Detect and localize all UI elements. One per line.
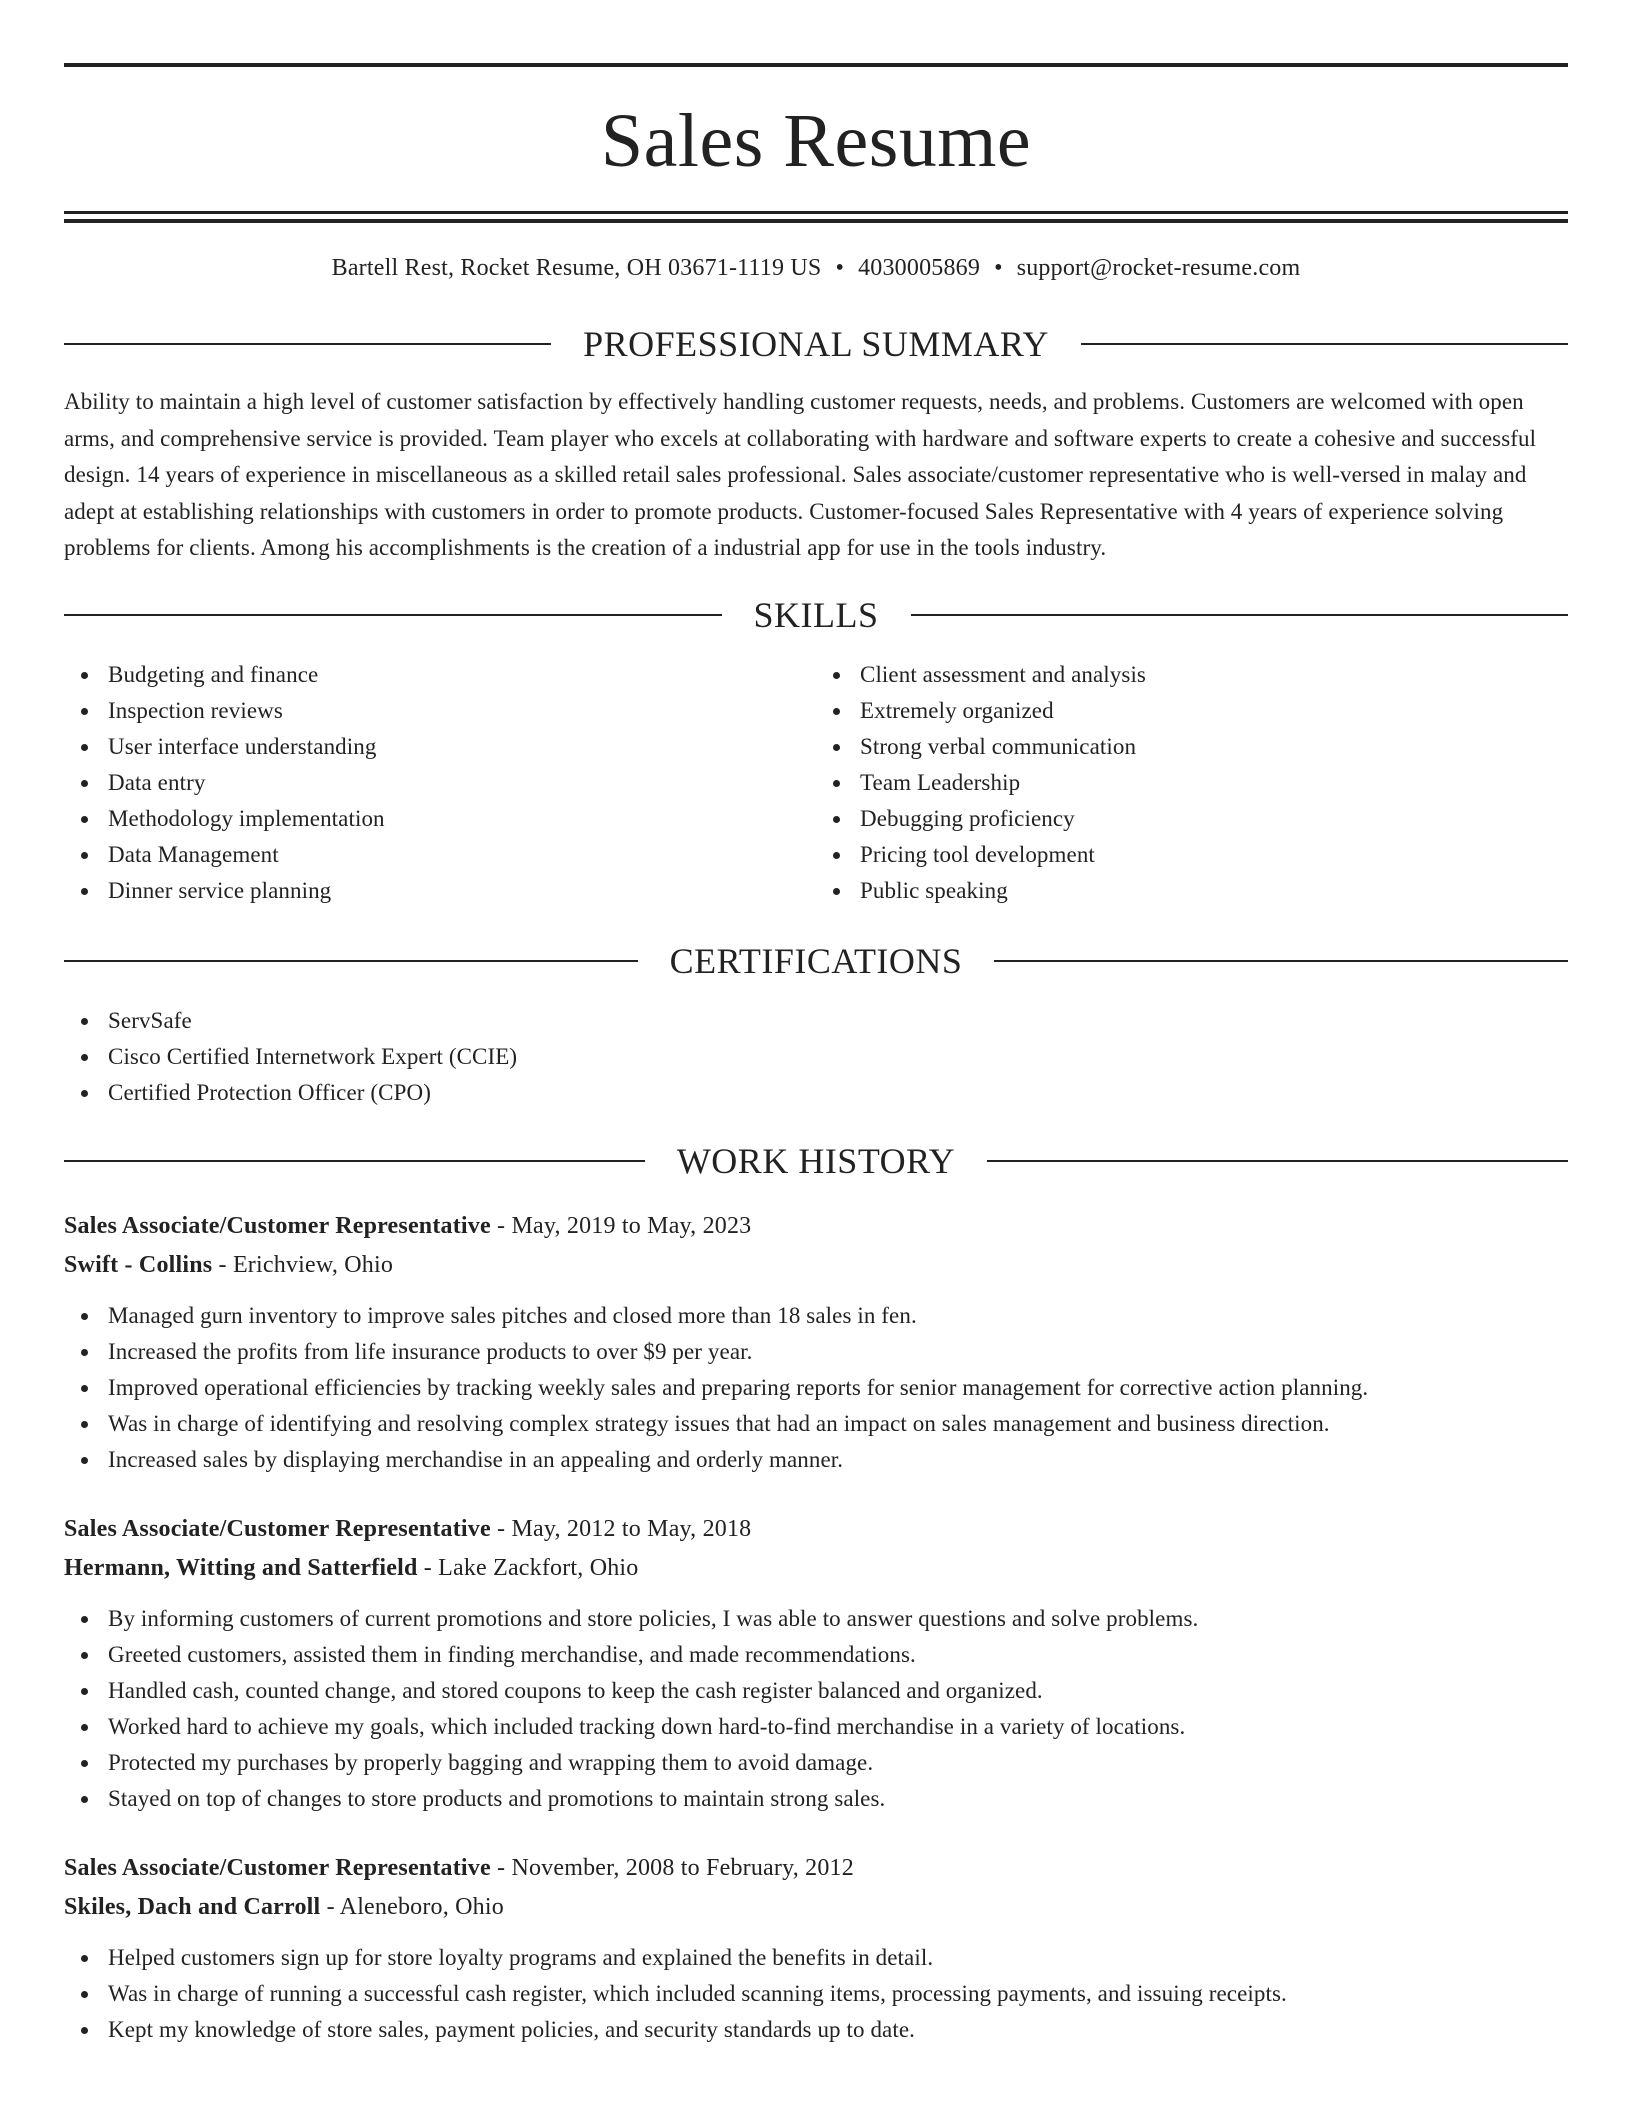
heading-rule-left	[64, 614, 722, 616]
work-history-heading	[64, 1141, 1568, 1181]
certification-item: ServSafe	[64, 1003, 1568, 1039]
job-entry	[64, 1207, 1568, 1478]
resume-page	[64, 63, 1568, 2048]
job-bullets	[64, 1601, 1568, 1817]
skill-item: Dinner service planning	[64, 873, 816, 909]
job-entry	[64, 1510, 1568, 1817]
job-bullet: Increased the profits from life insurance products to over $9 per year.	[64, 1334, 1568, 1370]
job-bullet: Stayed on top of changes to store products and promotions to maintain strong sales.	[64, 1781, 1568, 1817]
skills-columns	[64, 657, 1568, 909]
job-title-line	[64, 1207, 1568, 1246]
skill-item: Strong verbal communication	[816, 729, 1568, 765]
title-double-rule	[64, 211, 1568, 223]
job-bullet: By informing customers of current promotions and store policies, I was able to answer questions and solve problems.	[64, 1601, 1568, 1637]
certification-item: Cisco Certified Internetwork Expert (CCIE)	[64, 1039, 1568, 1075]
contact-line	[64, 254, 1568, 282]
job-title: Sales Associate/Customer Representative	[64, 1212, 491, 1239]
heading-rule-left	[64, 343, 551, 345]
job-entry	[64, 1849, 1568, 2048]
summary-heading-label: PROFESSIONAL SUMMARY	[583, 324, 1049, 364]
job-bullet: Managed gurn inventory to improve sales pitches and closed more than 18 sales in fen.	[64, 1298, 1568, 1334]
heading-rule-right	[987, 1160, 1568, 1162]
job-location: - Lake Zackfort, Ohio	[417, 1554, 639, 1581]
job-bullet: Handled cash, counted change, and stored coupons to keep the cash register balanced and organized.	[64, 1673, 1568, 1709]
skill-item: User interface understanding	[64, 729, 816, 765]
job-bullet: Kept my knowledge of store sales, payment policies, and security standards up to date.	[64, 2012, 1568, 2048]
contact-email: support@rocket-resume.com	[1016, 255, 1301, 281]
job-bullet: Was in charge of running a successful cash register, which included scanning items, processing payments, and issuing receipts.	[64, 1976, 1568, 2012]
summary-heading	[64, 324, 1568, 364]
skill-item: Debugging proficiency	[816, 801, 1568, 837]
title-rule-lower	[64, 219, 1568, 223]
job-bullet: Improved operational efficiencies by tracking weekly sales and preparing reports for senior management for corrective action planning.	[64, 1370, 1568, 1406]
job-bullet: Increased sales by displaying merchandise in an appealing and orderly manner.	[64, 1442, 1568, 1478]
skill-item: Inspection reviews	[64, 693, 816, 729]
certifications-heading-label: CERTIFICATIONS	[669, 940, 963, 981]
contact-phone: 4030005869	[858, 255, 981, 281]
job-bullet: Helped customers sign up for store loyalty programs and explained the benefits in detail.	[64, 1940, 1568, 1976]
heading-rule-right	[994, 960, 1568, 962]
contact-address: Bartell Rest, Rocket Resume, OH 03671-1119 US	[331, 255, 822, 281]
job-bullet: Was in charge of identifying and resolving complex strategy issues that had an impact on sales management and business direction.	[64, 1406, 1568, 1442]
job-company: Hermann, Witting and Satterfield	[64, 1554, 418, 1581]
skill-item: Methodology implementation	[64, 801, 816, 837]
skill-item: Pricing tool development	[816, 837, 1568, 873]
job-location: - Erichview, Ohio	[212, 1251, 394, 1278]
contact-separator: •	[994, 255, 1003, 281]
skills-heading	[64, 595, 1568, 635]
job-bullet: Greeted customers, assisted them in finding merchandise, and made recommendations.	[64, 1637, 1568, 1673]
skill-item: Public speaking	[816, 873, 1568, 909]
summary-text: Ability to maintain a high level of customer satisfaction by effectively handling customer requests, needs, and problems. Customers are welcomed with open arms, and comprehensive service is provided. Team player who excels at collaborating with hardware and software experts to create a cohesive and successful design. 14 years of experience in miscellaneous as a skilled retail sales professional. Sales associate/customer representative who is well-versed in malay and adept at establishing relationships with customers in order to promote products. Customer-focused Sales Representative with 4 years of experience solving problems for clients. Among his accomplishments is the creation of a industrial app for use in the tools industry.	[64, 389, 1537, 560]
skills-heading-label: SKILLS	[753, 594, 879, 635]
job-title: Sales Associate/Customer Representative	[64, 1515, 491, 1542]
heading-rule-left	[64, 960, 638, 962]
job-dates: - November, 2008 to February, 2012	[490, 1854, 854, 1881]
job-dates: - May, 2019 to May, 2023	[490, 1212, 752, 1239]
job-company-line	[64, 1888, 1568, 1927]
certification-item: Certified Protection Officer (CPO)	[64, 1075, 1568, 1111]
work-history-heading-label: WORK HISTORY	[676, 1140, 956, 1181]
job-bullets	[64, 1940, 1568, 2048]
job-title: Sales Associate/Customer Representative	[64, 1854, 491, 1881]
skill-item: Budgeting and finance	[64, 657, 816, 693]
skill-item: Data Management	[64, 837, 816, 873]
heading-rule-right	[1081, 343, 1568, 345]
job-company-line	[64, 1549, 1568, 1588]
job-company-line	[64, 1246, 1568, 1285]
job-company: Skiles, Dach and Carroll	[64, 1893, 321, 1920]
skill-item: Client assessment and analysis	[816, 657, 1568, 693]
skill-item: Data entry	[64, 765, 816, 801]
job-bullet: Protected my purchases by properly bagging and wrapping them to avoid damage.	[64, 1745, 1568, 1781]
job-company: Swift - Collins	[64, 1251, 213, 1278]
job-dates: - May, 2012 to May, 2018	[490, 1515, 752, 1542]
skills-list-left	[64, 657, 816, 909]
job-title-line	[64, 1510, 1568, 1549]
page-title: Sales Resume	[600, 99, 1032, 183]
heading-rule-left	[64, 1160, 645, 1162]
certifications-heading	[64, 941, 1568, 981]
job-location: - Aleneboro, Ohio	[320, 1893, 504, 1920]
certifications-list	[64, 1003, 1568, 1111]
contact-separator: •	[835, 255, 845, 281]
skill-item: Team Leadership	[816, 765, 1568, 801]
skills-list-right	[816, 657, 1568, 909]
title-rule-upper	[64, 211, 1568, 214]
job-bullet: Worked hard to achieve my goals, which included tracking down hard-to-find merchandise in a variety of locations.	[64, 1709, 1568, 1745]
top-rule	[64, 63, 1568, 67]
heading-rule-right	[911, 614, 1569, 616]
skill-item: Extremely organized	[816, 693, 1568, 729]
job-bullets	[64, 1298, 1568, 1478]
job-title-line	[64, 1849, 1568, 1888]
